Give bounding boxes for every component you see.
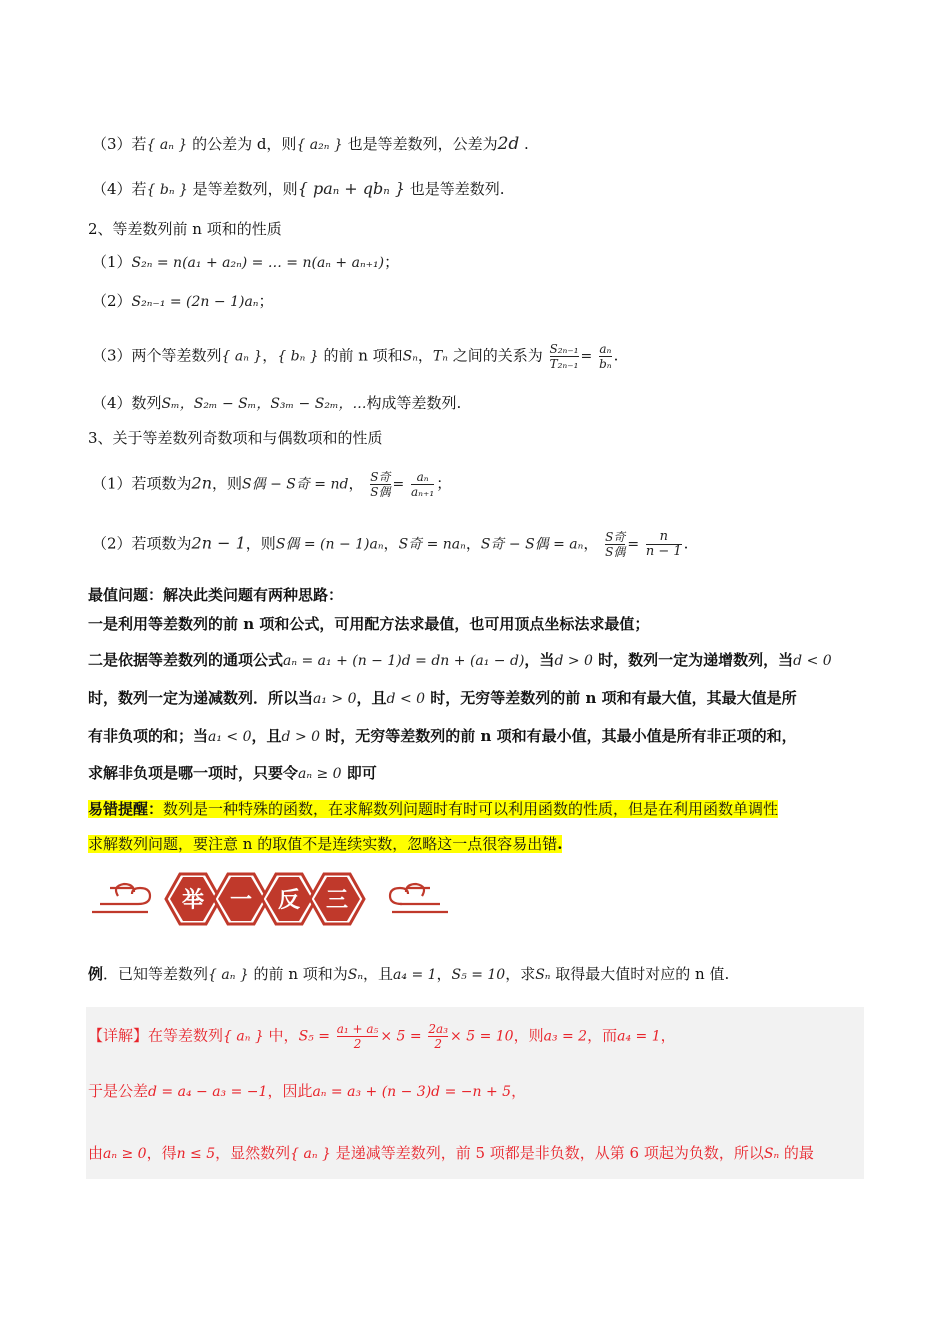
solution-line-1: 【详解】在等差数列{ aₙ } 中，S₅ = $\frac{\text{a₁ + a₅}}{2}$ × 5 = $\frac{\text{2a₃}}{2}$ × 5 = 10，则a₃ = 2，而a₄ = 1， bbox=[88, 1022, 676, 1051]
section-banner bbox=[90, 866, 450, 932]
fraction-a-over-b: $\frac{\text{aₙ}}{\text{bₙ}}$ bbox=[599, 342, 612, 371]
fraction-s-over-t: $\frac{\text{S₂ₙ₋₁}}{\text{T₂ₙ₋₁}}$ bbox=[549, 342, 579, 371]
fraction-2a3: $\frac{\text{2a₃}}{2}$ bbox=[428, 1022, 449, 1051]
extremum-method-2-line4: 求解非负项是哪一项时，只要令aₙ ≥ 0 即可 bbox=[88, 764, 377, 782]
section-heading-2: 2、等差数列前 n 项和的性质 bbox=[88, 220, 282, 238]
fraction-n-over-n-1: $\frac{n}{n - 1}$ bbox=[645, 529, 682, 559]
warning-line-2: 求解数列问题，要注意 n 的取值不是连续实数，忽略这一点很容易出错. bbox=[88, 835, 563, 853]
extremum-method-1: 一是利用等差数列的前 n 项和公式，可用配方法求最值，也可用顶点坐标法求最值； bbox=[88, 615, 650, 633]
left-cloud-ornament bbox=[92, 884, 150, 912]
extremum-method-2-line3: 有非负项的和；当a₁ < 0，且d > 0 时，无穷等差数列的前 n 项和有最小值，其最小值是所有非正项的和， bbox=[88, 727, 797, 745]
example-label: 例 bbox=[88, 965, 104, 983]
property-item-4: （4）若{ bₙ } 是等差数列，则{ paₙ + qbₙ } 也是等差数列. bbox=[92, 179, 505, 198]
odd-even-property-2: （2）若项数为2n − 1，则S偶 = (n − 1)aₙ，S奇 = naₙ，S奇 − S偶 = aₙ， S奇 S偶 = $\frac{n}{n - 1}$ . bbox=[92, 529, 689, 559]
solution-line-3: 由aₙ ≥ 0，得n ≤ 5，显然数列{ aₙ } 是递减等差数列，前 5 项都是非负数，从第 6 项起为负数，所以Sₙ 的最 bbox=[88, 1144, 814, 1162]
fraction-a1-a5: $\frac{\text{a₁ + a₅}}{2}$ bbox=[336, 1022, 379, 1051]
banner-char-1: 举 bbox=[181, 888, 205, 913]
example-problem: 例．已知等差数列{ aₙ } 的前 n 项和为Sₙ，且a₄ = 1，S₅ = 10，求Sₙ 取得最大值时对应的 n 值. bbox=[88, 965, 730, 983]
odd-even-property-1: （1）若项数为2n，则S偶 − S奇 = nd， S奇 S偶 = $\frac{\text{aₙ}}{\text{aₙ₊₁}}$ ； bbox=[92, 470, 452, 499]
solution-tag: 【详解】 bbox=[88, 1026, 149, 1045]
fraction-odd-over-even-2: S奇 S偶 bbox=[605, 530, 626, 559]
banner-char-3: 反 bbox=[277, 888, 301, 913]
sum-property-4: （4）数列Sₘ，S₂ₘ − Sₘ，S₃ₘ − S₂ₘ，…构成等差数列. bbox=[92, 394, 462, 412]
sum-property-2: （2）S₂ₙ₋₁ = (2n − 1)aₙ； bbox=[92, 292, 274, 310]
fraction-an-over-an1: $\frac{\text{aₙ}}{\text{aₙ₊₁}}$ bbox=[411, 470, 435, 499]
extremum-method-2-line1: 二是依据等差数列的通项公式aₙ = a₁ + (n − 1)d = dn + (a₁ − d)，当d > 0 时，数列一定为递增数列，当d < 0 bbox=[88, 651, 832, 669]
extremum-method-2-line2: 时，数列一定为递减数列．所以当a₁ > 0，且d < 0 时，无穷等差数列的前 n 项和有最大值，其最大值是所 bbox=[88, 689, 797, 707]
fraction-odd-over-even: S奇 S偶 bbox=[370, 470, 391, 499]
sequence-an: { aₙ } bbox=[146, 137, 188, 153]
warning-line-1: 易错提醒：数列是一种特殊的函数，在求解数列问题时有时可以利用函数的性质，但是在利用函数单调性 bbox=[88, 800, 779, 818]
banner-char-4: 三 bbox=[325, 888, 349, 913]
right-cloud-ornament bbox=[390, 884, 448, 912]
extremum-title: 最值问题：解决此类问题有两种思路： bbox=[88, 586, 344, 604]
sequence-a2n: { a₂ₙ } bbox=[296, 137, 343, 153]
common-difference: 2d bbox=[497, 134, 520, 154]
banner-char-2: 一 bbox=[229, 888, 253, 913]
warning-label: 易错提醒： bbox=[88, 800, 164, 818]
property-item-3: （3）若{ aₙ } 的公差为 d，则{ a₂ₙ } 也是等差数列，公差为2d . bbox=[92, 134, 529, 154]
section-heading-3: 3、关于等差数列奇数项和与偶数项和的性质 bbox=[88, 429, 383, 447]
sum-property-3: （3）两个等差数列{ aₙ }，{ bₙ } 的前 n 项和Sₙ，Tₙ 之间的关系为 $\frac{\text{S₂ₙ₋₁}}{\text{T₂ₙ₋₁}}$ = $\frac{\text{aₙ}}{\text{bₙ}}$ . bbox=[92, 342, 619, 371]
solution-line-2: 于是公差d = a₄ − a₃ = −1，因此aₙ = a₃ + (n − 3)d = −n + 5， bbox=[88, 1082, 527, 1100]
sum-property-1: （1）S₂ₙ = n(a₁ + a₂ₙ) = … = n(aₙ + aₙ₊₁)； bbox=[92, 253, 400, 271]
